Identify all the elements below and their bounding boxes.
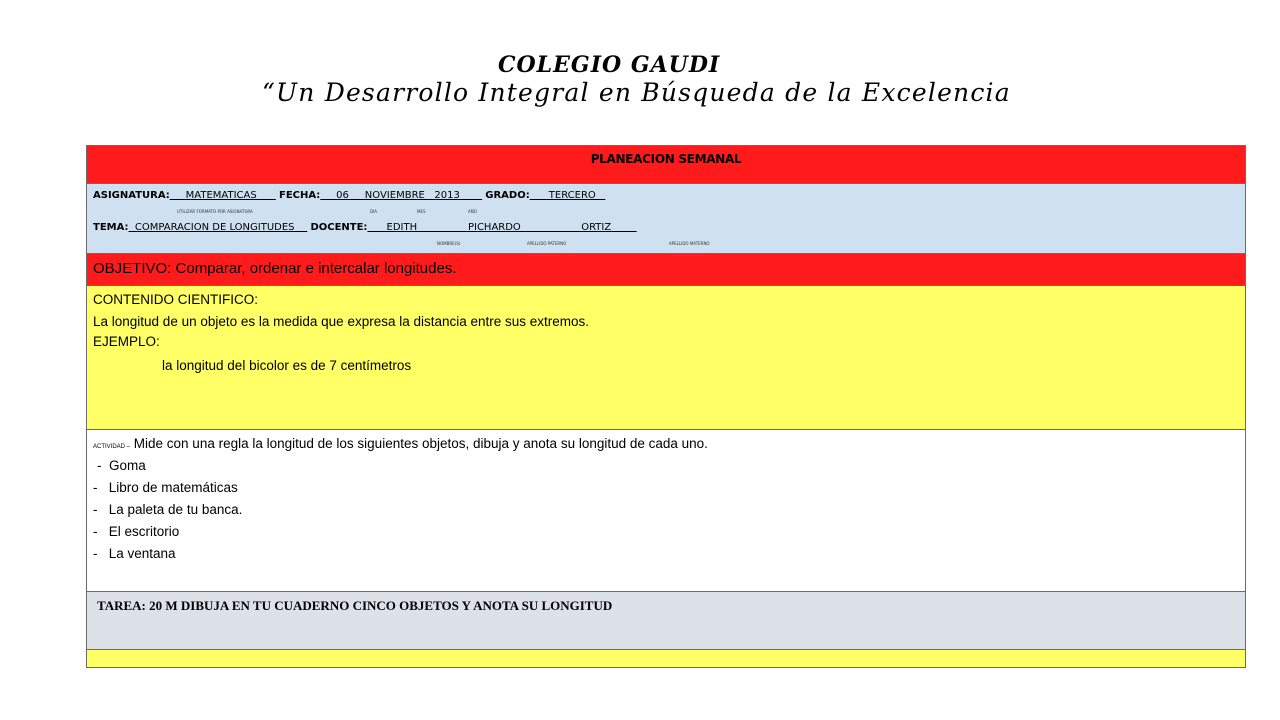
topic-line: [93, 222, 637, 233]
docente-value: EDITH PICHARDO ORTIZ: [367, 222, 637, 233]
subject-line: [93, 190, 605, 201]
objective-text: OBJETIVO: Comparar, ordenar e intercalar longitudes.: [93, 260, 457, 277]
school-name: COLEGIO GAUDI: [498, 52, 721, 78]
content-title: CONTENIDO CIENTIFICO:: [93, 292, 258, 307]
grado-value: TERCERO: [529, 190, 606, 201]
hint-mes: MES: [417, 209, 426, 214]
objective-row: [87, 254, 1245, 286]
tema-value: COMPARACION DE LONGITUDES: [128, 222, 308, 233]
homework-row: [87, 592, 1245, 650]
list-item: - Libro de matemáticas: [93, 480, 238, 495]
plan-title: PLANEACION SEMANAL: [590, 152, 742, 166]
school-motto: “Un Desarrollo Integral en Búsqueda de la Excelencia: [262, 78, 1011, 107]
bottom-empty-row: [87, 650, 1245, 667]
content-row: [87, 286, 1245, 430]
list-item-text: Libro de matemáticas: [108, 480, 238, 495]
hint-materno: APELLIDO MATERNO: [669, 241, 710, 246]
list-item-text: Goma: [109, 458, 146, 473]
list-item-text: El escritorio: [108, 524, 180, 539]
example-title: EJEMPLO:: [93, 334, 160, 349]
activity-text: Mide con una regla la longitud de los siguientes objetos, dibuja y anota su longitud de cada uno.: [133, 436, 708, 451]
docente-label: DOCENTE:: [310, 222, 368, 233]
list-item-text: La ventana: [108, 546, 176, 561]
hint-asignatura: UTILIZAR FORMATO POR ASIGNATURA: [177, 209, 253, 214]
hint-ano: AÑO: [468, 209, 477, 214]
list-item: - El escritorio: [93, 524, 180, 539]
activity-label: ACTIVIDAD –: [93, 444, 131, 450]
list-item: - La ventana: [93, 546, 176, 561]
asignatura-value: MATEMATICAS: [169, 190, 276, 201]
plan-title-row: [87, 146, 1245, 184]
tema-label: TEMA:: [93, 222, 129, 233]
content-text: La longitud de un objeto es la medida que expresa la distancia entre sus extremos.: [93, 314, 590, 329]
hint-nombres: NOMBRE(S): [437, 241, 461, 246]
homework-text: TAREA: 20 M DIBUJA EN TU CUADERNO CINCO OBJETOS Y ANOTA SU LONGITUD: [97, 598, 613, 613]
fecha-value: 06 NOVIEMBRE 2013: [320, 190, 483, 201]
list-item-text: La paleta de tu banca.: [108, 502, 243, 517]
grado-label: GRADO:: [485, 190, 530, 201]
list-item: - Goma: [97, 458, 146, 473]
asignatura-label: ASIGNATURA:: [93, 190, 170, 201]
list-item: - La paleta de tu banca.: [93, 502, 243, 517]
plan-info-row: [87, 184, 1245, 254]
fecha-label: FECHA:: [278, 190, 321, 201]
hint-dia: DIA: [370, 209, 377, 214]
hint-paterno: APELLIDO PATERNO: [527, 241, 567, 246]
activity-row: [87, 430, 1245, 592]
activity-line: [93, 436, 708, 451]
weekly-plan-table: [86, 145, 1246, 668]
example-text: la longitud del bicolor es de 7 centímetros: [162, 358, 412, 373]
